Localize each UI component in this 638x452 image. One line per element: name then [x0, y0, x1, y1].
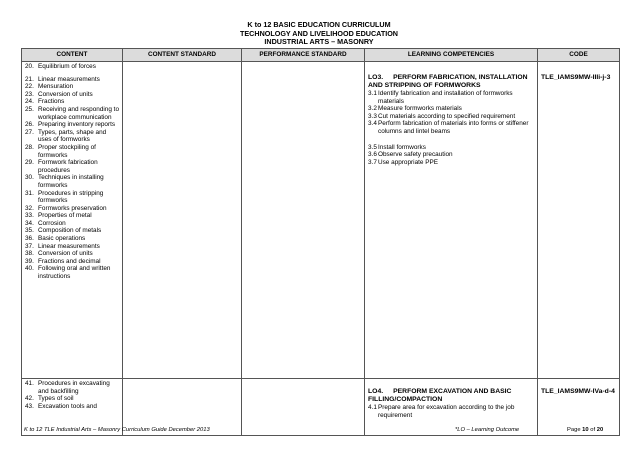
content-list [25, 380, 119, 410]
list-item: 34. Corrosion [25, 219, 66, 227]
table-header-row [22, 49, 620, 62]
list-item: 22. Mensuration [25, 83, 74, 91]
competency-list [368, 404, 534, 419]
list-item: 39. Fractions and decimal [25, 257, 101, 265]
competency-code: TLE_IAMS9MW-IVa-d-4 [541, 388, 615, 395]
competency-item: 3.7 Use appropriate PPE [368, 158, 439, 166]
list-item: 40. Following oral and written instructions [25, 265, 111, 281]
content-cell [22, 62, 123, 379]
content-list [25, 76, 119, 281]
competency-item: 3.2 Measure formworks materials [368, 105, 462, 113]
list-item: 23. Conversion of units [25, 90, 93, 98]
col-header-learning-competencies: LEARNING COMPETENCIES [365, 49, 538, 62]
document-header [0, 21, 638, 47]
list-item: 32. Formworks preservation [25, 204, 107, 212]
list-item: 33. Properties of metal [25, 212, 92, 220]
list-item: 25. Receiving and responding to workplace communication [25, 105, 120, 121]
competency-list [368, 144, 534, 167]
competency-item: 4.1 Prepare area for excavation according to the job requirement [368, 404, 515, 419]
list-item: 30. Techniques in installing formworks [25, 174, 104, 189]
list-item: 27. Types, parts, shape and uses of formworks [25, 128, 107, 144]
performance-standard-cell [242, 379, 365, 436]
list-item: 38. Conversion of units [25, 250, 93, 258]
list-item: 37. Linear measurements [25, 242, 100, 250]
code-cell [538, 62, 620, 379]
list-item: 36. Basic operations [25, 235, 86, 243]
col-header-code: CODE [538, 49, 620, 62]
col-header-content: CONTENT [22, 49, 123, 62]
learning-outcome-title: LO4. PERFORM EXCAVATION AND BASIC FILLING/COMPACTION [368, 388, 512, 403]
list-item: 35. Composition of metals [25, 227, 102, 235]
competency-item: 3.3 Cut materials according to specified requirement [368, 112, 516, 120]
list-item: 31. Procedures in stripping formworks [25, 189, 104, 205]
performance-standard-cell [242, 62, 365, 379]
learning-competencies-cell [365, 62, 538, 379]
list-item: 43. Excavation tools and [25, 402, 97, 410]
header-line-3: INDUSTRIAL ARTS – MASONRY [264, 37, 374, 46]
list-item: 26. Preparing inventory reports [25, 121, 116, 129]
learning-outcome-title: LO3. PERFORM FABRICATION, INSTALLATION AND STRIPPING OF FORMWORKS [368, 74, 528, 89]
list-item: 28. Proper stockpiling of formworks [25, 143, 96, 159]
col-header-performance-standard: PERFORMANCE STANDARD [242, 49, 365, 62]
header-line-2: TECHNOLOGY AND LIVELIHOOD EDUCATION [240, 28, 398, 38]
curriculum-table [21, 48, 620, 436]
competency-item: 3.4 Perform fabrication of materials into forms or stiffener columns and lintel beams [368, 120, 529, 135]
list-item: 20. Equilibrium of forces [25, 63, 96, 70]
content-standard-cell [123, 62, 242, 379]
list-item: 41. Procedures in excavating and backfilling [25, 380, 110, 395]
competency-code: TLE_IAMS9MW-IIIi-j-3 [541, 74, 611, 81]
table-row [22, 62, 620, 379]
competency-list [368, 90, 534, 136]
page-number: Page 10 of 20 [567, 427, 604, 433]
list-item: 21. Linear measurements [25, 75, 100, 83]
content-list [25, 63, 119, 71]
footer-legend: *LO – Learning Outcome [455, 427, 520, 433]
list-item: 42. Types of soil [25, 395, 74, 403]
col-header-content-standard: CONTENT STANDARD [123, 49, 242, 62]
competency-item: 3.1 Identify fabrication and installation of formworks materials [368, 90, 513, 105]
header-line-1: K to 12 BASIC EDUCATION CURRICULUM [247, 20, 391, 29]
list-item: 24. Fractions [25, 98, 65, 106]
competency-item: 3.5 Install formworks [368, 143, 426, 151]
competency-item: 3.6 Observe safety precaution [368, 151, 453, 159]
footer-title: K to 12 TLE Industrial Arts – Masonry Curriculum Guide December 2013 [24, 427, 210, 433]
list-item: 29. Formwork fabrication procedures [25, 159, 98, 174]
